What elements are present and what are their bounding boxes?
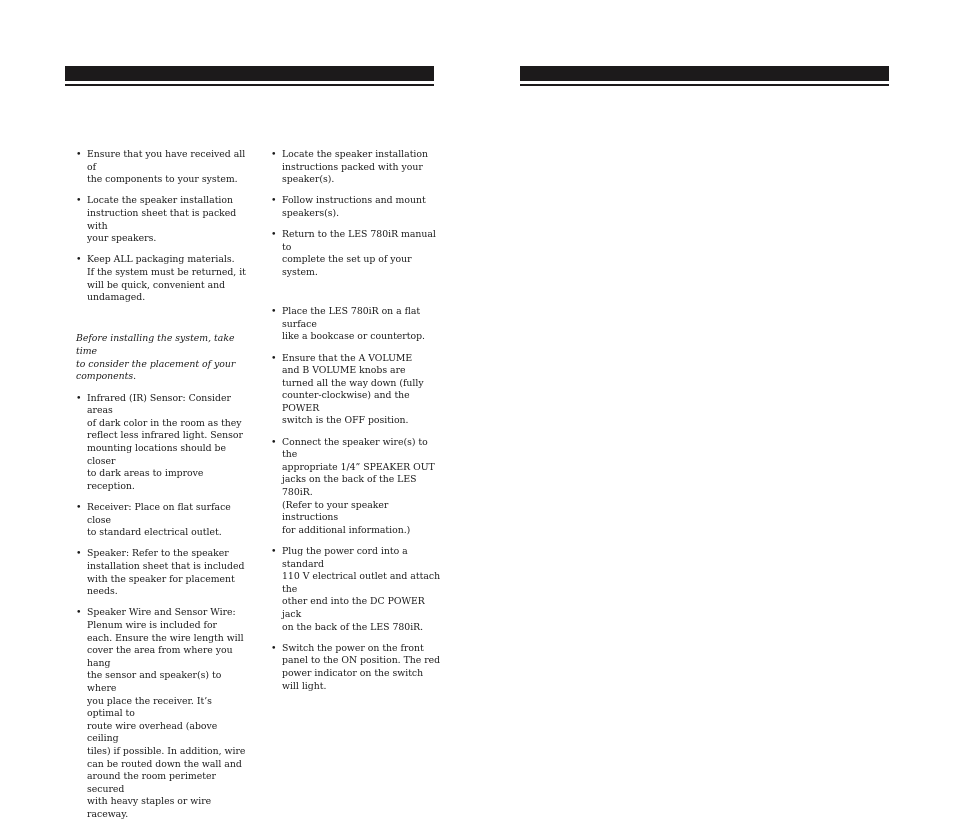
receiver-setup-list: [271, 306, 443, 693]
list-item-text: Infrared (IR) Sensor: Consider areas of dark color in the room as they reflect less infrared light. Sensor mounting locations should be closer to dark areas to improve reception.: [87, 392, 243, 492]
bullet-point: •: [271, 195, 277, 207]
list-item: [271, 229, 443, 279]
bullet-point: •: [271, 149, 277, 160]
bullet-point: •: [76, 607, 82, 619]
placement-list: [76, 393, 248, 822]
bullet-point: •: [271, 546, 277, 557]
left-header-bar: [65, 66, 434, 81]
bullet-point: •: [76, 392, 82, 404]
bullet-point: •: [76, 195, 82, 207]
list-item-text: Return to the LES 780iR manual to complete the set up of your system.: [282, 229, 436, 278]
list-item-text: Locate the speaker installation instructions packed with your speaker(s).: [282, 149, 428, 186]
bullet-point: •: [76, 149, 82, 160]
checklist-list: [76, 149, 248, 305]
list-item-text: Follow instructions and mount speakers(s).: [282, 195, 426, 219]
list-item: [271, 195, 443, 220]
bullet-point: •: [271, 352, 277, 364]
speaker-setup-list: [271, 149, 443, 280]
list-item: [271, 643, 443, 693]
list-item: [76, 607, 248, 821]
bullet-point: •: [271, 436, 277, 448]
list-item: [271, 149, 443, 187]
bullet-point: •: [76, 548, 82, 560]
bullet-point: •: [76, 502, 82, 514]
list-item: [76, 254, 248, 304]
list-item: [271, 306, 443, 344]
list-item: [76, 149, 248, 187]
list-item-text: Ensure that the A VOLUME and B VOLUME knobs are turned all the way down (fully counter-clockwise) and the POWER switch is the OFF position.: [282, 352, 424, 427]
column-2: [271, 149, 443, 702]
list-item-text: Receiver: Place on flat surface close to standard electrical outlet.: [87, 502, 231, 539]
left-header-rule: [65, 84, 434, 86]
bullet-point: •: [271, 229, 277, 241]
list-item-text: Ensure that you have received all of the components to your system.: [87, 149, 246, 186]
list-item-text: Switch the power on the front panel to the ON position. The red power indicator on the switch will light.: [282, 642, 441, 692]
list-item-text: Locate the speaker installation instruction sheet that is packed with your speakers.: [87, 195, 237, 245]
list-item: [76, 502, 248, 540]
list-item: [271, 353, 443, 429]
list-item-text: Keep ALL packaging materials. If the system must be returned, it will be quick, convenient and undamaged.: [87, 254, 246, 304]
bullet-point: •: [76, 254, 82, 266]
bullet-point: •: [271, 306, 277, 318]
bullet-point: •: [271, 642, 277, 654]
placement-intro: Before installing the system, take time to consider the placement of your components.: [76, 333, 236, 383]
list-item: [271, 546, 443, 634]
list-item-text: Speaker Wire and Sensor Wire: Plenum wire is included for each. Ensure the wire length will cover the area from where you hang the sensor and speaker(s) to where you place the receiver. It’s optimal to route wire overhead (above ceiling tiles) if possible. In addition, wire can be routed down the wall and around the room perimeter secured with heavy staples or wire raceway.: [87, 607, 246, 820]
list-item: [271, 437, 443, 538]
list-item: [76, 548, 248, 598]
list-item: [76, 393, 248, 494]
list-item-text: Speaker: Refer to the speaker installation sheet that is included with the speaker for placement needs.: [87, 548, 245, 598]
list-item-text: Place the LES 780iR on a flat surface like a bookcase or countertop.: [282, 306, 425, 343]
column-1: [76, 149, 248, 830]
right-header-bar: [520, 66, 889, 81]
right-header-rule: [520, 84, 889, 86]
list-item: [76, 195, 248, 245]
list-item-text: Plug the power cord into a standard 110 V electrical outlet and attach the other end into the DC POWER jack on the back of the LES 780iR.: [282, 546, 441, 633]
list-item-text: Connect the speaker wire(s) to the appropriate 1/4” SPEAKER OUT jacks on the back of the LES 780iR. (Refer to your speaker instructions for additional information.): [282, 436, 435, 536]
